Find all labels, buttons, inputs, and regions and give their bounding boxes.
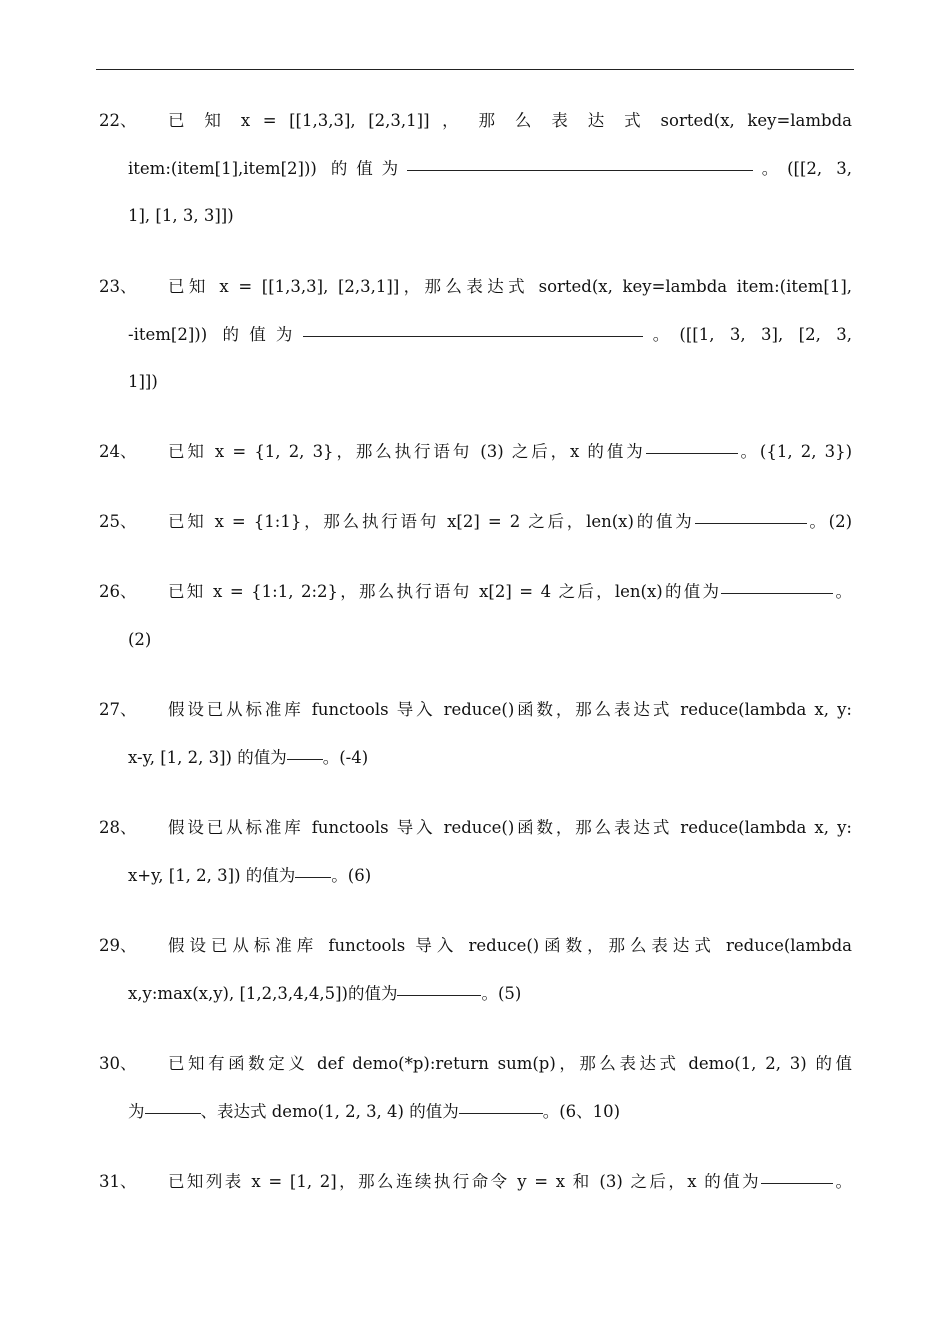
question-text-continued: x,y:max(x,y), [1,2,3,4,4,5])的值为 。(5) [128, 984, 522, 1003]
question-text: 已知 x = {1, 2, 3}，那么执行语句 (3) 之后，x 的值为 。({1, 2, 3}) [168, 442, 853, 461]
answer-blank-1 [145, 1112, 201, 1114]
answer-blank [287, 758, 323, 760]
question-text-continued: -item[2])) 的值为 。([[1, 3, 3], [2, 3, [128, 325, 852, 344]
question-text: 假设已从标准库 functools 导入 reduce()函数，那么表达式 reduce(lambda x, y: [168, 700, 852, 719]
answer-blank [397, 994, 481, 996]
question-text-continued: x+y, [1, 2, 3]) 的值为 。(6) [128, 866, 372, 885]
question-text: 假设已从标准库 functools 导入 reduce()函数，那么表达式 reduce(lambda [168, 936, 852, 955]
question-text-continued: x-y, [1, 2, 3]) 的值为 。(-4) [128, 748, 369, 767]
question-text: 假设已从标准库 functools 导入 reduce()函数，那么表达式 reduce(lambda x, y: [168, 818, 852, 837]
answer-blank [303, 335, 643, 337]
answer-blank [721, 592, 833, 594]
question-number: 24、 [99, 442, 137, 461]
answer-blank-2 [459, 1112, 543, 1114]
question-text: 已知有函数定义 def demo(*p):return sum(p)，那么表达式 demo(1, 2, 3) 的值 [168, 1054, 852, 1073]
question-number: 22、 [99, 111, 137, 130]
answer-blank [646, 452, 738, 454]
question-text: 已知列表 x = [1, 2]，那么连续执行命令 y = x 和 (3) 之后，x 的值为 。 [168, 1172, 852, 1191]
question-text: 已知 x = [[1,3,3], [2,3,1]]，那么表达式 sorted(x, key=lambda item:(item[1], [168, 277, 852, 296]
question-number: 31、 [99, 1172, 137, 1191]
question-text: 已 知 x = [[1,3,3], [2,3,1]] ， 那 么 表 达 式 sorted(x, key=lambda [168, 111, 852, 130]
answer-text: 1], [1, 3, 3]]) [128, 206, 234, 225]
question-number: 27、 [99, 700, 137, 719]
question-text: 已知 x = {1:1, 2:2}，那么执行语句 x[2] = 4 之后，len(x)的值为 。 [168, 582, 852, 601]
answer-blank [761, 1182, 833, 1184]
question-text-continued: 为 、表达式 demo(1, 2, 3, 4) 的值为 。(6、10) [128, 1102, 621, 1121]
answer-blank [695, 522, 807, 524]
answer-text: 1]]) [128, 372, 158, 391]
header-rule [96, 69, 854, 70]
question-number: 23、 [99, 277, 137, 296]
answer-blank [295, 876, 331, 878]
question-number: 30、 [99, 1054, 137, 1073]
question-number: 25、 [99, 512, 137, 531]
question-number: 29、 [99, 936, 137, 955]
answer-text: (2) [128, 630, 152, 649]
question-number: 28、 [99, 818, 137, 837]
answer-blank [407, 169, 753, 171]
question-number: 26、 [99, 582, 137, 601]
question-text: 已知 x = {1:1}，那么执行语句 x[2] = 2 之后，len(x)的值为 。(2) [168, 512, 853, 531]
question-text-continued: item:(item[1],item[2])) 的值为 。([[2, 3, [128, 159, 853, 178]
